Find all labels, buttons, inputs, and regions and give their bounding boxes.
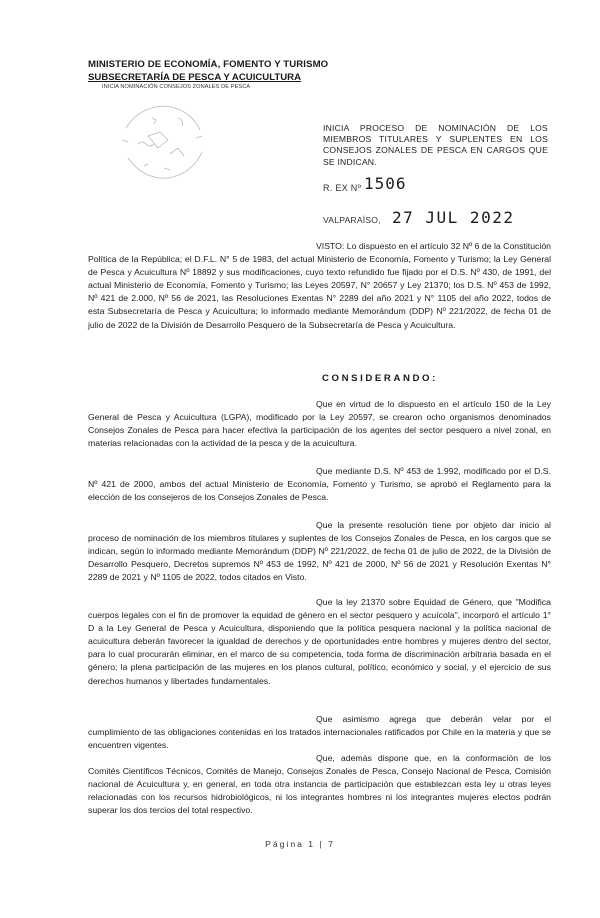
resolution-place: VALPARAÍSO, (323, 215, 381, 225)
visto-text: VISTO: Lo dispuesto en el artículo 32 Nº 6 de la Constitución Política de la República; el D.F.L. N° 5 de 1983, del actual Ministerio de Economía, Fomento y Turismo; la Ley General de Pesca y Acuicultura Nº 18892 y sus modificaciones, cuyo texto refundido fue fijado por el D.S. Nº 430, de 1991, del actual Ministerio de Economía, Fomento y Turismo; las Leyes 20597, N° 20657 y Ley 21370; los D.S. Nº 453 de 1992, Nº 421 de 2.000, Nº 56 de 2021, las Resoluciones Exentas N° 2289 del año 2021 y N° 1105 del año 2022, todos de esta Subsecretaría de Pesca y Acuicultura; lo informado mediante Memorándum (DDP) Nº 221/2022, de fecha 01 de julio de 2022 de la División de Desarrollo Pesquero de la Subsecretaría de Pesca y Acuicultura. (88, 241, 551, 330)
ministry-name: MINISTERIO DE ECONOMÍA, FOMENTO Y TURISMO (88, 59, 329, 70)
visto-paragraph (88, 240, 551, 332)
considerando-text-2: Que mediante D.S. Nº 453 de 1.992, modificado por el D.S. Nº 421 de 2000, ambos del actual Ministerio de Economía, Fomento y Turismo, se aprobó el Reglamento para la elección de los consejeros de los Consejos Zonales de Pesca. (88, 466, 551, 503)
considerando-paragraph-5 (88, 713, 551, 752)
considerando-paragraph-1 (88, 398, 551, 450)
resolution-number-label: R. EX Nº (323, 183, 362, 193)
considerando-text-1: Que en virtud de lo dispuesto en el artículo 150 de la Ley General de Pesca y Acuicultura (LGPA), modificado por la Ley 20597, se crearon ocho organismos denominados Consejos Zonales de Pesca para hacer efectiva la participación de los agentes del sector pesquero a nivel zonal, en materias relacionadas con la actividad de la pesca y de la acuicultura. (88, 399, 551, 449)
considerando-text-6: Que, además dispone que, en la conformación de los Comités Científicos Técnicos, Comités de Manejo, Consejos Zonales de Pesca, Consejo Nacional de Pesca, Comisión nacional de Acuicultura y, en general, en toda otra instancia de participación que establezcan esta ley u otras leyes relacionadas con los recursos hidrobiológicos, ni los integrantes hombres ni los integrantes mujeres electos podrán superar los dos tercios del total respectivo. (88, 753, 551, 816)
subsecretaria-name: SUBSECRETARÍA DE PESCA Y ACUICULTURA (88, 72, 302, 83)
official-stamp-icon (108, 88, 218, 193)
considerando-text-5: Que asimismo agrega que deberán velar por el cumplimiento de las obligaciones contenidas en los tratados internacionales ratificados por Chile en la materia y que se encuentren vigentes. (88, 714, 551, 751)
considerando-text-4: Que la ley 21370 sobre Equidad de Género, que "Modifica cuerpos legales con el fin de promover la equidad de género en el sector pesquero y acuícola", incorporó el artículo 1° D a la Ley General de Pesca y Acuicultura, disponiendo que la política pesquera nacional y la política nacional de acuicultura deberán favorecer la igualdad de derechos y de oportunidades entre hombres y mujeres dentro del sector, para lo cual procurarán eliminar, en el marco de su competencia, toda forma de discriminación arbitraria basada en el género; la plena participación de las mujeres en los planos cultural, político, económico y social, y el ejercicio de sus derechos humanos y libertades fundamentales. (88, 597, 551, 686)
considerando-paragraph-4 (88, 596, 551, 688)
considerando-paragraph-2 (88, 465, 551, 504)
considerando-paragraph-6 (88, 752, 551, 817)
document-reference-line: INICIA NOMINACIÓN CONSEJOS ZONALES DE PESCA (102, 84, 251, 90)
resolution-date: 27 JUL 2022 (392, 208, 515, 227)
page-number: Página 1 | 7 (265, 839, 335, 849)
resolution-subject: INICIA PROCESO DE NOMINACIÓN DE LOS MIEMBROS TITULARES Y SUPLENTES EN LOS CONSEJOS ZONALES DE PESCA EN CARGOS QUE SE INDICAN. (323, 123, 548, 167)
considerando-heading: CONSIDERANDO: (322, 373, 438, 384)
considerando-paragraph-3 (88, 519, 551, 584)
resolution-number: 1506 (364, 174, 407, 193)
considerando-text-3: Que la presente resolución tiene por objeto dar inicio al proceso de nominación de los miembros titulares y suplentes de los Consejos Zonales de Pesca, en los cargos que se indican, según lo informado mediante Memorándum (DDP) Nº 221/2022, de fecha 01 de julio de 2022, de la División de Desarrollo Pesquero, Decretos supremos Nº 453 de 1992, Nº 421 de 2000, Nº 56 de 2021 y Resolución Exentas N° 2289 de 2021 y Nº 1105 de 2022, todos citados en Visto. (88, 520, 551, 583)
